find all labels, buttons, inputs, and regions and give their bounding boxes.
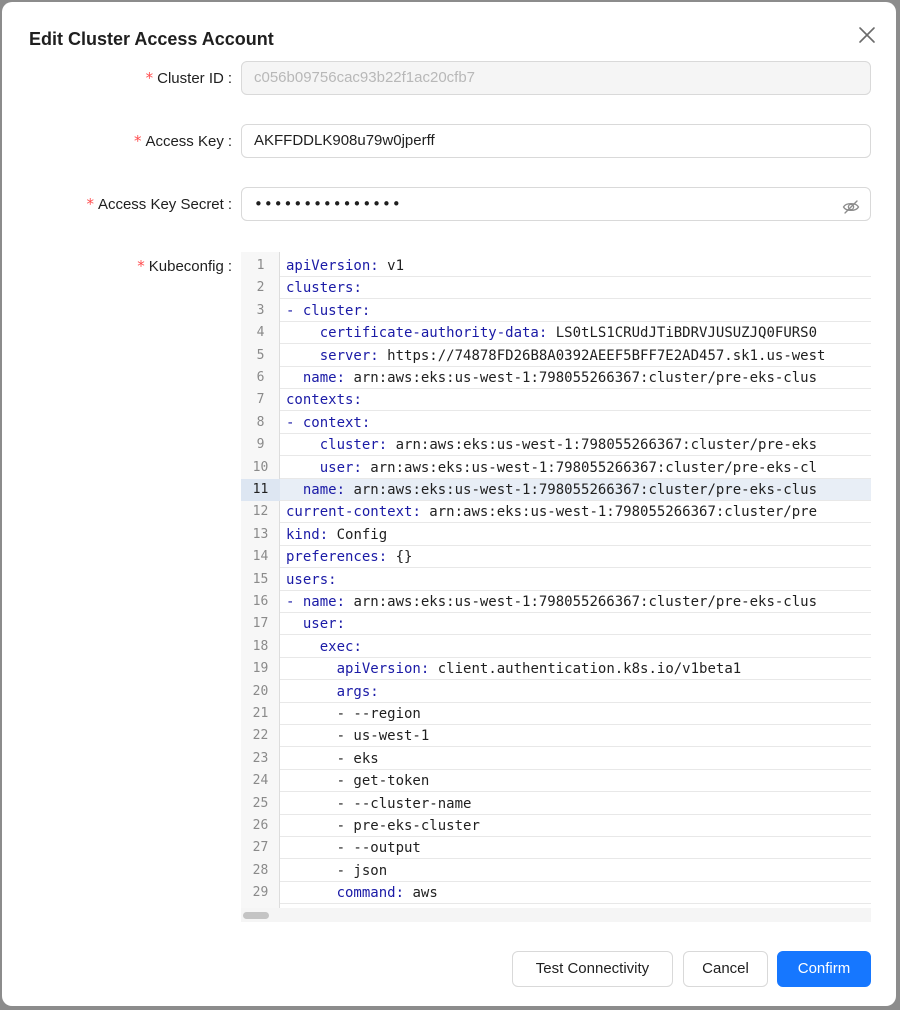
code-line[interactable] bbox=[280, 725, 871, 747]
code-indent bbox=[286, 616, 303, 632]
code-line[interactable] bbox=[280, 591, 871, 613]
code-indent bbox=[286, 706, 337, 722]
code-line[interactable] bbox=[280, 703, 871, 725]
cancel-button[interactable]: Cancel bbox=[683, 951, 768, 987]
access-key-label-text: Access Key bbox=[145, 133, 224, 150]
code-colon: : bbox=[412, 504, 421, 521]
code-value: arn:aws:eks:us-west-1:798055266367:cluster/pre-eks-clus bbox=[345, 482, 818, 498]
line-number: 18 bbox=[252, 638, 269, 654]
line-number: 6 bbox=[256, 370, 265, 385]
code-line[interactable] bbox=[280, 457, 871, 479]
line-number: 3 bbox=[256, 302, 265, 318]
required-mark: * bbox=[137, 257, 145, 275]
line-number: 26 bbox=[252, 818, 269, 833]
line-number: 12 bbox=[252, 504, 269, 520]
code-line[interactable] bbox=[280, 501, 871, 523]
code-value: arn:aws:eks:us-west-1:798055266367:cluster/pre-eks-cl bbox=[361, 459, 818, 476]
code-line[interactable] bbox=[280, 658, 871, 680]
code-value: aws bbox=[404, 885, 438, 902]
code-colon: : bbox=[336, 482, 346, 498]
code-line[interactable] bbox=[280, 479, 871, 501]
label-colon: : bbox=[227, 133, 232, 150]
access-key-secret-field[interactable] bbox=[241, 187, 871, 221]
code-value: - us-west-1 bbox=[336, 728, 430, 745]
cluster-id-field[interactable] bbox=[241, 61, 871, 95]
code-value: arn:aws:eks:us-west-1:798055266367:cluster/pre bbox=[420, 504, 818, 521]
code-line[interactable] bbox=[280, 770, 871, 792]
code-colon: : bbox=[336, 370, 346, 386]
code-line[interactable] bbox=[280, 748, 871, 770]
code-colon: : bbox=[353, 638, 362, 655]
code-line[interactable] bbox=[280, 837, 871, 859]
code-line[interactable] bbox=[280, 300, 871, 322]
code-value: - json bbox=[336, 862, 388, 879]
label-colon: : bbox=[227, 70, 232, 87]
code-indent bbox=[286, 325, 320, 341]
code-line[interactable] bbox=[280, 412, 871, 434]
line-number: 19 bbox=[252, 661, 269, 677]
code-line[interactable] bbox=[280, 860, 871, 882]
code-indent bbox=[286, 348, 320, 364]
code-key: certificate-authority-data bbox=[319, 325, 539, 342]
code-dash: - bbox=[286, 414, 303, 431]
code-colon: : bbox=[353, 459, 362, 476]
code-indent bbox=[286, 460, 320, 476]
line-number: 14 bbox=[252, 549, 269, 565]
line-number: 21 bbox=[252, 706, 269, 721]
line-number: 15 bbox=[252, 571, 269, 587]
code-key: name bbox=[302, 370, 337, 386]
line-number: 27 bbox=[252, 840, 269, 856]
line-number: 13 bbox=[252, 526, 269, 542]
line-number: 9 bbox=[256, 437, 265, 453]
code-colon: : bbox=[361, 302, 371, 319]
cluster-id-value: c056b09756cac93b22f1ac20cfb7 bbox=[254, 69, 476, 86]
line-number: 22 bbox=[252, 728, 269, 744]
code-key: clusters bbox=[286, 280, 354, 297]
code-indent bbox=[286, 482, 303, 498]
line-number: 25 bbox=[252, 795, 269, 811]
code-indent bbox=[286, 885, 337, 901]
code-value: arn:aws:eks:us-west-1:798055266367:cluster/pre-eks-clus bbox=[345, 370, 818, 386]
line-number: 20 bbox=[252, 683, 269, 699]
code-indent bbox=[286, 684, 337, 700]
code-colon: : bbox=[336, 616, 346, 633]
code-value: - get-token bbox=[336, 773, 430, 790]
confirm-button[interactable]: Confirm bbox=[777, 951, 871, 987]
label-colon: : bbox=[227, 258, 232, 275]
line-number: 24 bbox=[252, 773, 269, 789]
cluster-id-label bbox=[2, 68, 232, 89]
line-number: 29 bbox=[252, 885, 269, 901]
code-colon: : bbox=[378, 549, 388, 566]
line-number: 1 bbox=[256, 258, 265, 273]
code-indent bbox=[286, 437, 320, 453]
access-key-label bbox=[2, 131, 232, 152]
code-line[interactable] bbox=[280, 345, 871, 367]
required-mark: * bbox=[145, 69, 154, 87]
code-indent bbox=[286, 796, 337, 812]
code-key: kind bbox=[286, 526, 320, 543]
access-key-value: AKFFDDLK908u79w0jperff bbox=[254, 132, 435, 149]
code-value: LS0tLS1CRUdJTiBDRVJUSUZJQ0FURS0 bbox=[547, 325, 818, 342]
access-key-field[interactable] bbox=[241, 124, 871, 158]
code-colon: : bbox=[336, 594, 346, 610]
kubeconfig-label-text: Kubeconfig bbox=[148, 258, 224, 275]
code-indent bbox=[286, 728, 337, 744]
code-line[interactable] bbox=[280, 681, 871, 703]
code-value: - --region bbox=[336, 706, 421, 722]
close-icon[interactable] bbox=[855, 23, 879, 47]
code-indent bbox=[286, 818, 337, 834]
code-indent bbox=[286, 370, 303, 386]
code-colon: : bbox=[353, 392, 362, 409]
code-key: server bbox=[319, 347, 371, 364]
edit-cluster-dialog bbox=[2, 2, 896, 1006]
code-indent bbox=[286, 840, 337, 856]
code-value: arn:aws:eks:us-west-1:798055266367:cluster/pre-eks-clus bbox=[345, 594, 818, 610]
code-line[interactable] bbox=[280, 793, 871, 815]
label-colon: : bbox=[227, 196, 232, 213]
code-indent bbox=[286, 639, 320, 655]
code-key: preferences bbox=[286, 549, 379, 566]
code-indent bbox=[286, 661, 337, 677]
code-line[interactable] bbox=[280, 322, 871, 344]
line-number: 2 bbox=[256, 280, 265, 296]
code-line[interactable] bbox=[280, 524, 871, 546]
code-key: name bbox=[302, 594, 337, 610]
required-mark: * bbox=[133, 132, 142, 150]
code-colon: : bbox=[361, 414, 371, 431]
access-key-secret-value: ••••••••••••••• bbox=[254, 195, 402, 213]
line-number: 4 bbox=[256, 325, 265, 341]
code-line[interactable] bbox=[280, 815, 871, 837]
code-key: current-context bbox=[286, 504, 413, 521]
code-line[interactable] bbox=[280, 569, 871, 591]
code-key: users bbox=[286, 571, 329, 588]
code-colon: : bbox=[420, 661, 430, 678]
code-colon: : bbox=[395, 885, 405, 902]
code-value: {} bbox=[387, 549, 413, 566]
eye-invisible-icon[interactable] bbox=[842, 196, 860, 214]
code-colon: : bbox=[370, 347, 379, 364]
code-value: v1 bbox=[378, 258, 405, 274]
code-key: cluster bbox=[319, 437, 379, 454]
code-line[interactable] bbox=[280, 277, 871, 299]
code-key: user bbox=[319, 459, 354, 476]
line-number: 8 bbox=[256, 414, 265, 430]
code-line[interactable] bbox=[280, 255, 871, 277]
code-value: - pre-eks-cluster bbox=[336, 818, 480, 834]
code-colon: : bbox=[370, 683, 379, 700]
code-line[interactable] bbox=[280, 613, 871, 635]
code-indent bbox=[286, 863, 337, 879]
kubeconfig-label bbox=[2, 256, 232, 277]
code-dash: - bbox=[286, 302, 303, 319]
code-key: command bbox=[336, 885, 396, 902]
line-number: 10 bbox=[252, 459, 269, 475]
code-colon: : bbox=[538, 325, 548, 342]
kubeconfig-editor[interactable] bbox=[241, 252, 871, 922]
line-number: 28 bbox=[252, 862, 269, 878]
code-key: context bbox=[302, 414, 362, 431]
access-key-secret-label bbox=[2, 194, 232, 215]
code-area[interactable] bbox=[280, 252, 871, 908]
code-line[interactable] bbox=[280, 434, 871, 456]
required-mark: * bbox=[86, 195, 94, 213]
code-value: arn:aws:eks:us-west-1:798055266367:cluster/pre-eks bbox=[387, 437, 818, 454]
code-value: client.authentication.k8s.io/v1beta1 bbox=[429, 661, 742, 678]
code-key: cluster bbox=[302, 302, 362, 319]
cluster-id-label-text: Cluster ID bbox=[157, 70, 224, 87]
dialog-title: Edit Cluster Access Account bbox=[29, 29, 274, 49]
code-line[interactable] bbox=[280, 367, 871, 389]
code-colon: : bbox=[319, 526, 329, 543]
line-number: 5 bbox=[256, 347, 265, 363]
code-colon: : bbox=[378, 437, 388, 454]
line-number: 7 bbox=[256, 392, 265, 408]
code-key: apiVersion bbox=[286, 258, 371, 274]
code-indent bbox=[286, 773, 337, 789]
code-value: - --cluster-name bbox=[336, 795, 472, 812]
line-number: 11 bbox=[241, 479, 280, 501]
line-number-gutter bbox=[241, 252, 280, 908]
code-key: apiVersion bbox=[336, 661, 421, 678]
code-colon: : bbox=[328, 571, 337, 588]
code-line[interactable] bbox=[280, 389, 871, 411]
code-line[interactable] bbox=[280, 546, 871, 568]
scrollbar-thumb[interactable] bbox=[243, 912, 269, 919]
code-key: exec bbox=[319, 638, 354, 655]
code-value: - --output bbox=[336, 840, 421, 857]
code-value: - eks bbox=[336, 750, 379, 767]
code-indent bbox=[286, 751, 337, 767]
line-number: 16 bbox=[252, 594, 269, 609]
code-dash: - bbox=[286, 594, 303, 610]
test-connectivity-button[interactable]: Test Connectivity bbox=[512, 951, 673, 987]
code-value: https://74878FD26B8A0392AEEF5BFF7E2AD457.sk1.us-west bbox=[378, 347, 826, 364]
line-number: 23 bbox=[252, 750, 269, 766]
code-key: user bbox=[302, 616, 337, 633]
code-key: args bbox=[336, 683, 371, 700]
code-line[interactable] bbox=[280, 636, 871, 658]
code-colon: : bbox=[353, 280, 362, 297]
access-key-secret-label-text: Access Key Secret bbox=[97, 196, 224, 213]
code-line[interactable] bbox=[280, 882, 871, 904]
line-number: 17 bbox=[252, 616, 269, 632]
code-key: contexts bbox=[286, 392, 354, 409]
horizontal-scrollbar[interactable] bbox=[241, 908, 871, 922]
code-colon: : bbox=[370, 258, 379, 274]
code-value: Config bbox=[328, 526, 388, 543]
code-key: name bbox=[302, 482, 337, 498]
